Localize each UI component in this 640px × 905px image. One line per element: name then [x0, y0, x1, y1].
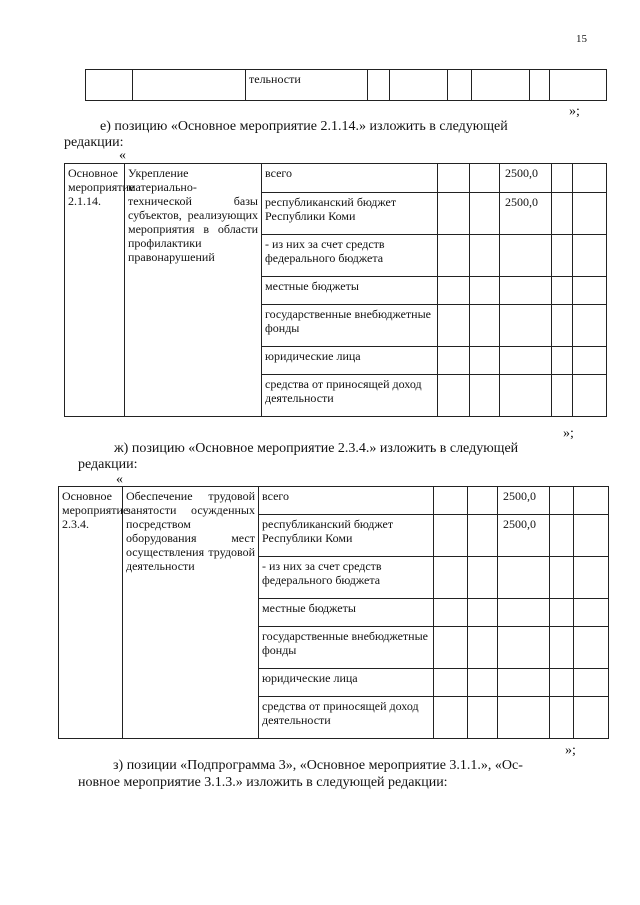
- continued-table-fragment: [85, 69, 607, 101]
- closing-quote-mark: »;: [565, 743, 576, 758]
- paragraph-e: [100, 118, 590, 135]
- funding-source: местные бюджеты: [262, 277, 438, 305]
- paragraph-line: новное мероприятие 3.1.3.» изложить в следующей редакции:: [78, 775, 448, 790]
- funding-source: юридические лица: [259, 669, 434, 697]
- funding-value: 2500,0: [500, 164, 552, 193]
- funding-source: государственные внебюджетные фонды: [259, 627, 434, 669]
- measure-code: Основное мероприятие 2.3.4.: [59, 487, 123, 739]
- funding-source: всего: [259, 487, 434, 515]
- opening-quote-mark: «: [119, 148, 126, 163]
- paragraph-line: з) позиции «Подпрограмма 3», «Основное мероприятие 3.1.1.», «Ос-: [113, 758, 523, 773]
- table-cell: [390, 70, 448, 101]
- table-cell: [550, 70, 607, 101]
- funding-source: государственные внебюджетные фонды: [262, 305, 438, 347]
- funding-source: республиканский бюджет Республики Коми: [259, 515, 434, 557]
- page-number: 15: [576, 33, 587, 45]
- funding-source: - из них за счет средств федерального бюджета: [259, 557, 434, 599]
- closing-quote-mark: »;: [563, 426, 574, 441]
- funding-source: юридические лица: [262, 347, 438, 375]
- table-cell: [86, 70, 133, 101]
- paragraph-line: ж) позицию «Основное мероприятие 2.3.4.» изложить в следующей: [114, 441, 519, 456]
- funding-source: средства от приносящей доход деятельности: [259, 697, 434, 739]
- measure-table-2-1-14: [64, 163, 607, 417]
- funding-source: - из них за счет средств федерального бюджета: [262, 235, 438, 277]
- measure-table-2-3-4: [58, 486, 609, 739]
- table-cell: [448, 70, 472, 101]
- table-cell: [472, 70, 530, 101]
- funding-value: 2500,0: [498, 515, 550, 557]
- funding-source: всего: [262, 164, 438, 193]
- opening-quote-mark: «: [116, 472, 123, 487]
- funding-value: 2500,0: [500, 193, 552, 235]
- measure-title: Укрепление материально-технической базы субъектов, реализующих мероприятия в области профилактики правонарушений: [125, 164, 262, 417]
- paragraph-z: [113, 757, 583, 774]
- table-cell: тельности: [246, 70, 368, 101]
- paragraph-line: редакции:: [78, 457, 138, 472]
- table-cell: [368, 70, 390, 101]
- funding-source: местные бюджеты: [259, 599, 434, 627]
- measure-title: Обеспечение трудовой занятости осужденных посредством оборудования мест осуществления трудовой деятельности: [123, 487, 259, 739]
- paragraph-line: е) позицию «Основное мероприятие 2.1.14.» изложить в следующей: [100, 119, 508, 134]
- paragraph-line: редакции:: [64, 135, 124, 150]
- table-cell: [530, 70, 550, 101]
- closing-quote-mark: »;: [569, 104, 580, 119]
- funding-source: средства от приносящей доход деятельности: [262, 375, 438, 417]
- paragraph-zh: [114, 440, 584, 457]
- table-cell: [133, 70, 246, 101]
- funding-source: республиканский бюджет Республики Коми: [262, 193, 438, 235]
- measure-code: Основное мероприятие 2.1.14.: [65, 164, 125, 417]
- funding-value: 2500,0: [498, 487, 550, 515]
